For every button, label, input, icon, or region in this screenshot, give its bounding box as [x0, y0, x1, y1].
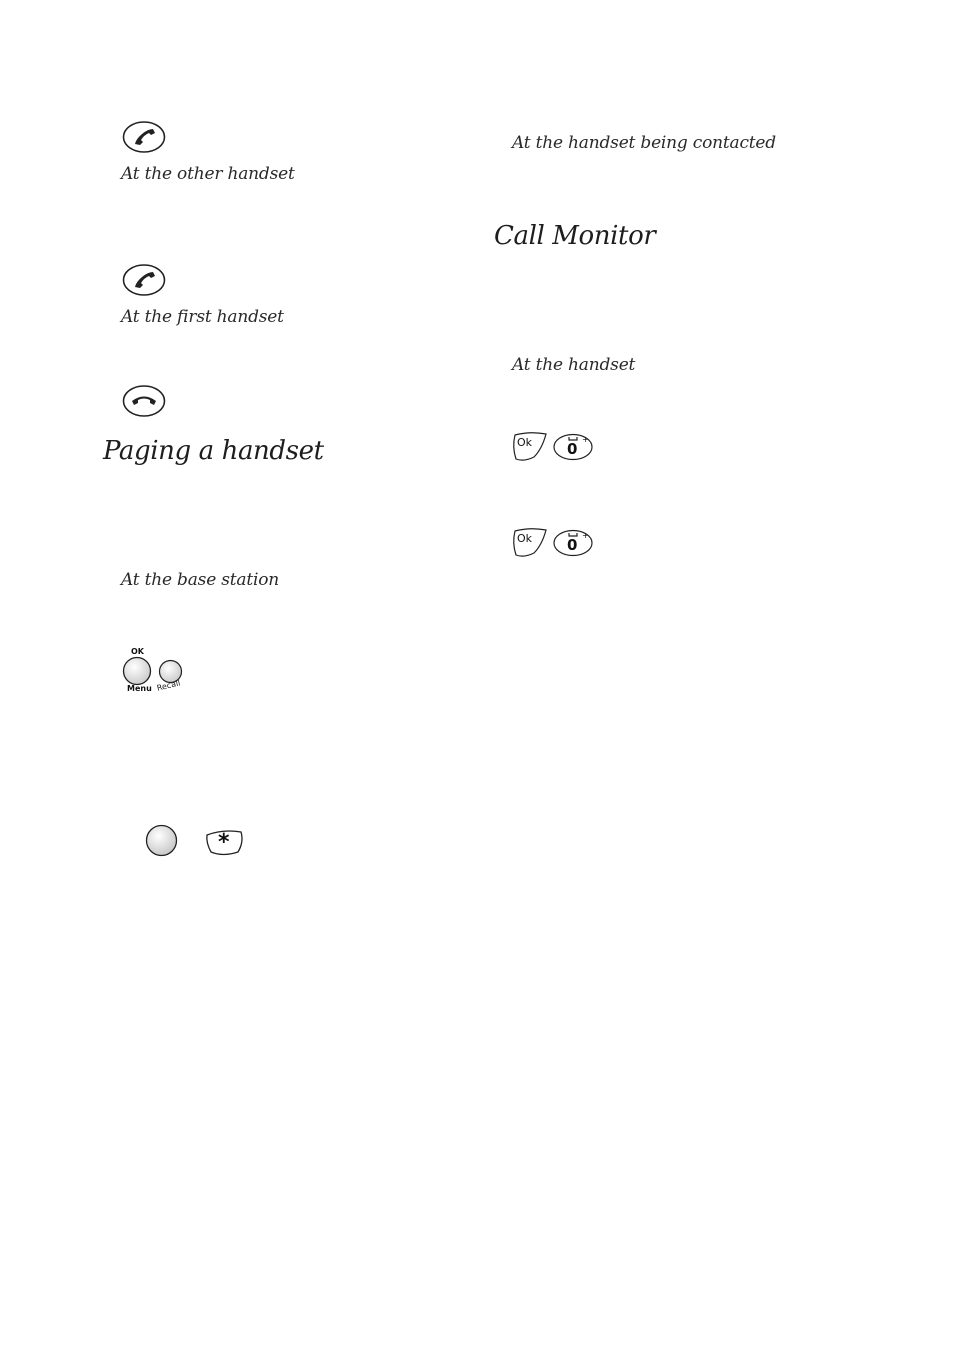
base-ok-label: OK	[131, 647, 144, 656]
label-other-handset: At the other handset	[121, 164, 295, 184]
ok-key-icon	[512, 527, 550, 559]
label-at-handset: At the handset	[512, 355, 636, 375]
ok-key-text: Ok	[517, 436, 533, 449]
talk-key-icon	[122, 120, 166, 154]
heading-paging-handset: Paging a handset	[103, 436, 324, 466]
zero-key-sup: +	[582, 435, 589, 444]
base-recall-label: Recall	[155, 678, 182, 693]
ok-key-icon	[512, 431, 550, 463]
star-key-text: *	[218, 830, 230, 855]
zero-key-icon	[553, 528, 595, 558]
label-handset-being-contacted: At the handset being contacted	[512, 133, 776, 153]
page-button-icon	[145, 824, 179, 858]
label-first-handset: At the first handset	[121, 307, 284, 327]
label-base-station: At the base station	[121, 570, 280, 590]
zero-key-text: 0	[567, 536, 578, 554]
heading-call-monitor: Call Monitor	[494, 221, 656, 251]
talk-key-icon	[122, 263, 166, 297]
zero-key-text: 0	[567, 440, 578, 458]
zero-key-sup: +	[582, 531, 589, 540]
base-menu-label: Menu	[127, 684, 152, 693]
end-key-icon	[122, 384, 166, 418]
star-key-icon	[205, 828, 245, 858]
ok-key-text: Ok	[517, 532, 533, 545]
zero-key-icon	[553, 432, 595, 462]
